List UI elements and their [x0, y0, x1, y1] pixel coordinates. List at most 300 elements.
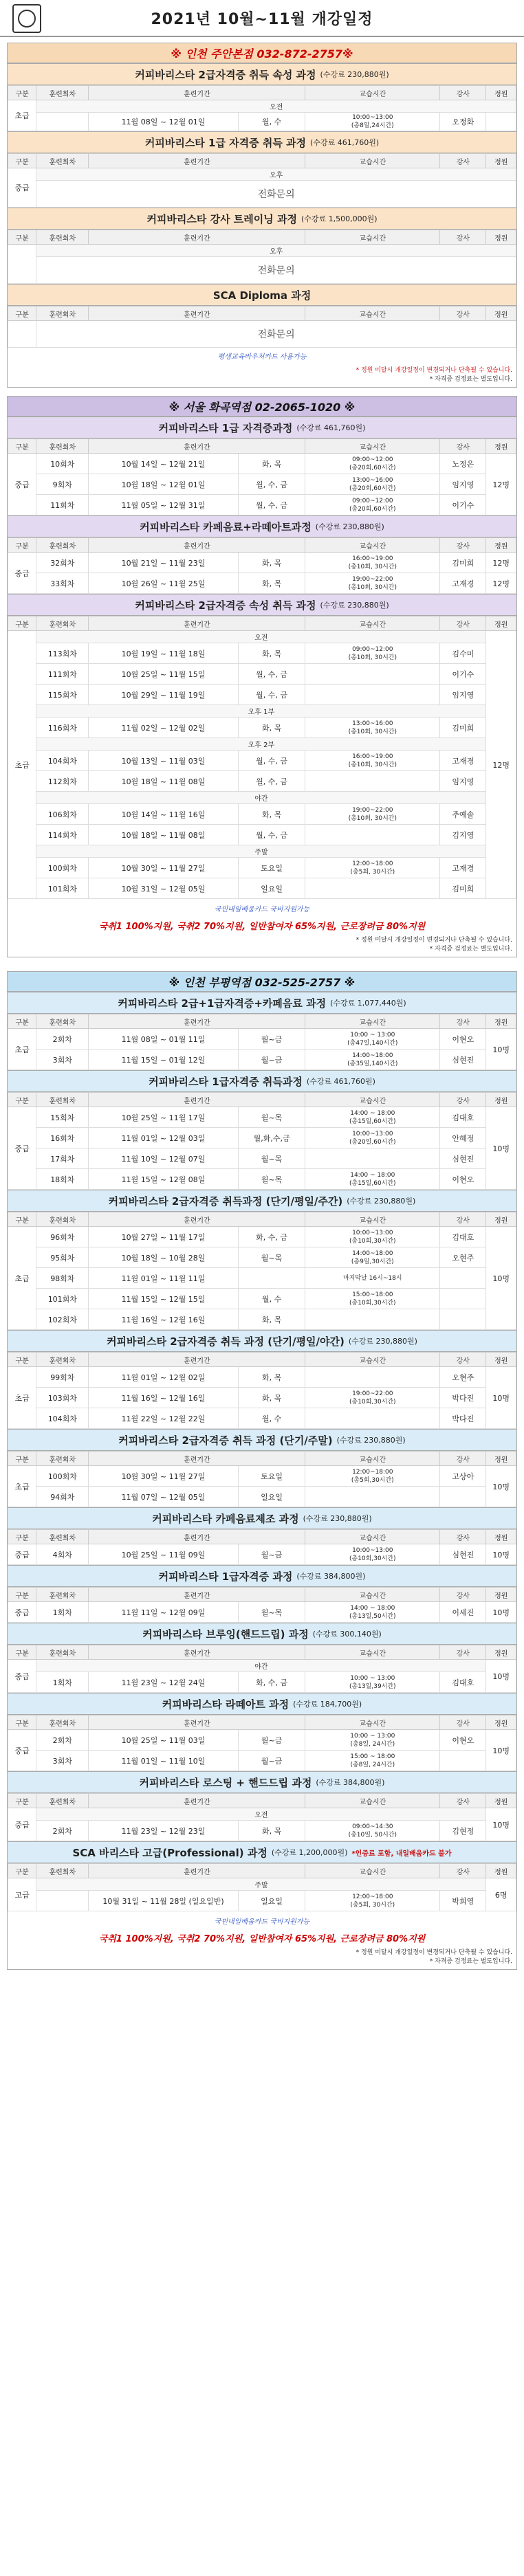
- table-row: [8, 1891, 516, 1911]
- table-cell: 안혜정: [440, 1128, 486, 1148]
- table-cell: 이현오: [440, 1169, 486, 1190]
- table-cell: 10명: [486, 1107, 516, 1190]
- table-cell: 10월 26일 ~ 11월 25일: [89, 573, 238, 594]
- branch-incheon-bupyeong: [7, 971, 517, 1970]
- table-cell: 100회차: [36, 858, 89, 878]
- table-cell: 10월 14일 ~ 12월 21일: [89, 454, 238, 474]
- table-cell: 11월 08일 ~ 01월 11일: [89, 1029, 238, 1050]
- column-header: 정원: [486, 1014, 516, 1029]
- table-row: [8, 1169, 516, 1190]
- table-row: [8, 771, 516, 792]
- table-cell: 월~금: [238, 1029, 305, 1050]
- table-cell: 김대호: [440, 1107, 486, 1128]
- table-cell: 월~목: [238, 1247, 305, 1268]
- course-table: [8, 1352, 516, 1429]
- table-cell: 19:00~22:00 (총10회, 30시간): [305, 804, 440, 825]
- column-header: 훈련회차: [36, 1353, 89, 1367]
- table-cell: 오후 2부: [36, 738, 486, 751]
- table-cell: 10명: [486, 1227, 516, 1330]
- table-cell: 임지영: [440, 474, 486, 495]
- table-cell: 이현오: [440, 1029, 486, 1050]
- table-cell: 10:00 ~ 13:00 (총47일,140시간): [305, 1029, 440, 1050]
- table-cell: 주예솔: [440, 804, 486, 825]
- table-cell: 화, 목: [238, 454, 305, 474]
- table-row: [8, 474, 516, 495]
- column-header: 정원: [486, 1716, 516, 1730]
- table-row: [8, 858, 516, 878]
- table-cell: 박다진: [440, 1388, 486, 1408]
- table-row: [8, 1148, 516, 1169]
- table-cell: 09:00~12:00 (총10회, 30시간): [305, 643, 440, 664]
- table-row: [8, 718, 516, 738]
- table-cell: 11월 15일 ~ 01월 12일: [89, 1050, 238, 1070]
- table-row: [8, 1128, 516, 1148]
- table-cell: 심현진: [440, 1050, 486, 1070]
- column-header: 강사: [440, 439, 486, 454]
- table-cell: 초급: [8, 100, 36, 131]
- voucher-note: 평생교육바우처카드 사용가능: [217, 353, 307, 361]
- column-header: 교습시간: [305, 1716, 440, 1730]
- table-cell: [305, 878, 440, 899]
- column-header: 구분: [8, 1864, 36, 1878]
- column-header: 훈련회차: [36, 307, 89, 321]
- table-cell: [36, 113, 89, 131]
- course-title: 커피바리스타 로스팅 + 핸드드립 과정 (수강료 384,800원): [8, 1771, 516, 1793]
- branch-seoul-hwagok: [7, 396, 517, 957]
- table-row: [8, 1247, 516, 1268]
- table-row: [8, 664, 516, 685]
- table-cell: 11월 22일 ~ 12월 22일: [89, 1408, 238, 1429]
- table-cell: 10명: [486, 1544, 516, 1565]
- column-header: 교습시간: [305, 1353, 440, 1367]
- course-title: 커피바리스타 2급자격증 취득 과정 (단기/주말) (수강료 230,880원): [8, 1429, 516, 1451]
- table-cell: 중급: [8, 1107, 36, 1190]
- table-cell: 화, 목: [238, 553, 305, 573]
- table-cell: 월~금: [238, 1730, 305, 1751]
- column-header: 훈련기간: [89, 538, 305, 553]
- table-cell: 11월 02일 ~ 12월 02일: [89, 718, 238, 738]
- table-cell: 94회차: [36, 1487, 89, 1507]
- column-header: 교습시간: [305, 439, 440, 454]
- column-header: 정원: [486, 1645, 516, 1660]
- column-header: 훈련회차: [36, 1588, 89, 1602]
- table-cell: [305, 1367, 440, 1388]
- table-cell: 3회차: [36, 1751, 89, 1771]
- course-title: 커피바리스타 1급 자격증과정 (수강료 461,760원): [8, 417, 516, 438]
- table-cell: [305, 664, 440, 685]
- column-header: 강사: [440, 230, 486, 245]
- table-cell: 이기수: [440, 495, 486, 515]
- column-header: 훈련기간: [89, 230, 305, 245]
- table-cell: 11월 23일 ~ 12월 23일: [89, 1821, 238, 1841]
- table-cell: 16:00~19:00 (총10회, 30시간): [305, 553, 440, 573]
- table-cell: 김미희: [440, 718, 486, 738]
- column-header: 정원: [486, 439, 516, 454]
- table-cell: 월~목: [238, 1602, 305, 1623]
- branch-heading: ※ 서울 화곡역점 02-2065-1020 ※: [8, 397, 516, 417]
- table-cell: 15회차: [36, 1107, 89, 1128]
- table-cell: 월, 수, 금: [238, 771, 305, 792]
- page-title: 2021년 10월~11월 개강일정: [151, 10, 373, 28]
- table-cell: 오전: [36, 631, 486, 643]
- table-cell: 월, 수: [238, 1408, 305, 1429]
- table-cell: 4회차: [36, 1544, 89, 1565]
- column-header: 훈련기간: [89, 1530, 305, 1544]
- course-title: 커피바리스타 카페음료+라떼아트과정 (수강료 230,880원): [8, 515, 516, 537]
- subsidy-detail: 국취1 100%지원, 국취2 70%지원, 일반참여자 65%지원, 근로장려금 80%지원: [98, 1934, 426, 1944]
- column-header: 훈련기간: [89, 154, 305, 168]
- column-header: 교습시간: [305, 1588, 440, 1602]
- table-cell: 10명: [486, 1602, 516, 1623]
- table-cell: 월, 수, 금: [238, 825, 305, 845]
- table-cell: 초급: [8, 1029, 36, 1070]
- column-header: 훈련기간: [89, 1093, 305, 1107]
- course-title: 커피바리스타 1급자격증 과정 (수강료 384,800원): [8, 1565, 516, 1587]
- table-cell: 월~목: [238, 1107, 305, 1128]
- column-header: 교습시간: [305, 154, 440, 168]
- table-cell: 13:00~16:00 (총10회, 30시간): [305, 718, 440, 738]
- table-cell: 114회차: [36, 825, 89, 845]
- table-cell: 김현정: [440, 1821, 486, 1841]
- column-header: 훈련기간: [89, 439, 305, 454]
- table-cell: 32회차: [36, 553, 89, 573]
- table-cell: 고재경: [440, 858, 486, 878]
- column-header: 교습시간: [305, 1530, 440, 1544]
- course-title: 커피바리스타 2급+1급자격증+카페음료 과정 (수강료 1,077,440원): [8, 992, 516, 1014]
- column-header: 정원: [486, 617, 516, 631]
- table-row: [8, 1751, 516, 1771]
- table-cell: 10월 25일 ~ 11월 15일: [89, 664, 238, 685]
- branch-heading: ※ 인천 부평역점 032-525-2757 ※: [8, 972, 516, 992]
- table-cell: 박다진: [440, 1408, 486, 1429]
- table-cell: 화, 목: [238, 573, 305, 594]
- table-cell: 10월 18일 ~ 12월 01일: [89, 474, 238, 495]
- table-cell: 야간: [36, 792, 486, 804]
- column-header: 정원: [486, 538, 516, 553]
- table-cell: 김미희: [440, 553, 486, 573]
- page-header: [0, 0, 524, 37]
- column-header: 구분: [8, 1588, 36, 1602]
- column-header: 훈련회차: [36, 1014, 89, 1029]
- column-header: 강사: [440, 1716, 486, 1730]
- table-row: [8, 804, 516, 825]
- course-table: [8, 1092, 516, 1190]
- table-cell: 오현주: [440, 1367, 486, 1388]
- column-header: 강사: [440, 1588, 486, 1602]
- column-header: 교습시간: [305, 230, 440, 245]
- table-row: [8, 1821, 516, 1841]
- column-header: 훈련기간: [89, 1794, 305, 1808]
- column-header: 훈련회차: [36, 1093, 89, 1107]
- table-row: [8, 1408, 516, 1429]
- column-header: 정원: [486, 1530, 516, 1544]
- column-header: 강사: [440, 1864, 486, 1878]
- table-cell: [305, 825, 440, 845]
- column-header: 정원: [486, 1794, 516, 1808]
- column-header: 강사: [440, 1093, 486, 1107]
- table-cell: 98회차: [36, 1268, 89, 1289]
- column-header: 훈련기간: [89, 307, 305, 321]
- table-cell: 일요일: [238, 878, 305, 899]
- table-cell: 18회차: [36, 1169, 89, 1190]
- column-header: 구분: [8, 1716, 36, 1730]
- table-cell: 초급: [8, 631, 36, 899]
- column-header: 훈련기간: [89, 1645, 305, 1660]
- table-cell: [440, 1289, 486, 1309]
- table-cell: 심현진: [440, 1544, 486, 1565]
- column-header: 구분: [8, 1452, 36, 1466]
- table-cell: 10:00 ~ 13:00 (총13일,39시간): [305, 1672, 440, 1693]
- column-header: 정원: [486, 1212, 516, 1227]
- table-cell: 11월 01일 ~ 11월 11일: [89, 1268, 238, 1289]
- table-cell: 15:00 ~ 18:00 (총8일, 24시간): [305, 1751, 440, 1771]
- course-table: [8, 616, 516, 899]
- table-row: [8, 643, 516, 664]
- course-table: [8, 537, 516, 594]
- table-cell: 102회차: [36, 1309, 89, 1330]
- table-cell: 월~금: [238, 1050, 305, 1070]
- table-cell: [305, 1487, 440, 1507]
- table-cell: 10회차: [36, 454, 89, 474]
- column-header: 정원: [486, 1864, 516, 1878]
- column-header: 정원: [486, 1452, 516, 1466]
- column-header: 훈련기간: [89, 86, 305, 100]
- column-header: 교습시간: [305, 1212, 440, 1227]
- column-header: 강사: [440, 1794, 486, 1808]
- branch-heading: ※ 인천 주안본점 032-872-2757※: [8, 43, 516, 63]
- table-cell: 월~목: [238, 1148, 305, 1169]
- table-cell: 11월 16일 ~ 12월 16일: [89, 1309, 238, 1330]
- table-cell: [8, 245, 36, 284]
- column-header: 구분: [8, 1353, 36, 1367]
- column-header: 정원: [486, 1588, 516, 1602]
- column-header: 훈련기간: [89, 1353, 305, 1367]
- table-cell: 10월 30일 ~ 11월 27일: [89, 858, 238, 878]
- column-header: 구분: [8, 230, 36, 245]
- table-cell: 중급: [8, 168, 36, 208]
- table-cell: 16회차: [36, 1128, 89, 1148]
- column-header: 구분: [8, 307, 36, 321]
- table-cell: 19:00~22:00 (총10회, 30시간): [305, 573, 440, 594]
- column-header: 훈련회차: [36, 617, 89, 631]
- table-cell: 09:00~12:00 (총20회,60시간): [305, 495, 440, 515]
- course-title: 커피바리스타 2급자격증 취득과정 (단기/평일/주간) (수강료 230,880원): [8, 1190, 516, 1212]
- table-cell: 14:00~18:00 (총9일,30시간): [305, 1247, 440, 1268]
- column-header: 훈련회차: [36, 1212, 89, 1227]
- table-cell: [305, 771, 440, 792]
- column-header: 구분: [8, 1014, 36, 1029]
- table-cell: [486, 113, 516, 131]
- table-cell: 10월 13일 ~ 11월 03일: [89, 751, 238, 771]
- table-cell: 10:00~13:00 (총10회,30시간): [305, 1544, 440, 1565]
- table-cell: 16:00~19:00 (총10회, 30시간): [305, 751, 440, 771]
- table-cell: 104회차: [36, 1408, 89, 1429]
- table-cell: 10월 25일 ~ 11월 03일: [89, 1730, 238, 1751]
- table-cell: 중급: [8, 1544, 36, 1565]
- table-cell: 월, 수, 금: [238, 664, 305, 685]
- table-row: [8, 751, 516, 771]
- column-header: 훈련회차: [36, 1645, 89, 1660]
- column-header: 훈련회차: [36, 439, 89, 454]
- table-cell: 화, 목: [238, 1388, 305, 1408]
- column-header: 훈련기간: [89, 1452, 305, 1466]
- table-cell: 김미희: [440, 878, 486, 899]
- table-cell: 10월 19일 ~ 11월 18일: [89, 643, 238, 664]
- table-row: [8, 553, 516, 573]
- table-cell: 이기수: [440, 664, 486, 685]
- column-header: 강사: [440, 1452, 486, 1466]
- table-cell: 화, 목: [238, 1309, 305, 1330]
- column-header: 강사: [440, 1530, 486, 1544]
- table-cell: [440, 1309, 486, 1330]
- table-cell: 심현진: [440, 1148, 486, 1169]
- table-row: [8, 1107, 516, 1128]
- table-cell: 10월 29일 ~ 11월 19일: [89, 685, 238, 705]
- table-cell: 초급: [8, 1227, 36, 1330]
- table-cell: 10월 25일 ~ 11월 17일: [89, 1107, 238, 1128]
- column-header: 훈련회차: [36, 538, 89, 553]
- table-cell: [305, 1408, 440, 1429]
- table-cell: 2회차: [36, 1730, 89, 1751]
- table-cell: 오전: [36, 100, 516, 113]
- table-cell: 고재경: [440, 751, 486, 771]
- table-cell: 115회차: [36, 685, 89, 705]
- table-cell: 14:00 ~ 18:00 (총13일,50시간): [305, 1602, 440, 1623]
- column-header: 교습시간: [305, 1093, 440, 1107]
- table-row: [8, 495, 516, 515]
- column-header: 교습시간: [305, 86, 440, 100]
- column-header: 훈련회차: [36, 86, 89, 100]
- branch-incheon-juan: [7, 43, 517, 388]
- table-row: [8, 1268, 516, 1289]
- table-cell: 임지영: [440, 771, 486, 792]
- column-header: 교습시간: [305, 1452, 440, 1466]
- table-cell: 중급: [8, 454, 36, 515]
- table-cell: 월~금: [238, 1544, 305, 1565]
- course-table: [8, 1793, 516, 1841]
- table-cell: [305, 685, 440, 705]
- table-cell: 전화문의: [36, 257, 516, 284]
- course-table: [8, 230, 516, 284]
- table-cell: 10월 30일 ~ 11월 27일: [89, 1466, 238, 1487]
- table-row: [8, 1309, 516, 1330]
- table-cell: 11월 15일 ~ 12월 15일: [89, 1289, 238, 1309]
- column-header: 구분: [8, 1530, 36, 1544]
- table-cell: 오후: [36, 245, 516, 257]
- course-table: [8, 1451, 516, 1507]
- table-cell: 09:00~12:00 (총20회,60시간): [305, 454, 440, 474]
- table-cell: [238, 1268, 305, 1289]
- table-cell: [8, 321, 36, 348]
- table-row: [8, 454, 516, 474]
- column-header: 훈련기간: [89, 1014, 305, 1029]
- table-cell: 11월 01일 ~ 12월 03일: [89, 1128, 238, 1148]
- table-row: [8, 1672, 516, 1693]
- table-cell: 10월 21일 ~ 11월 23일: [89, 553, 238, 573]
- table-cell: [440, 1268, 486, 1289]
- table-cell: 3회차: [36, 1050, 89, 1070]
- table-cell: 화, 목: [238, 643, 305, 664]
- table-cell: 10월 18일 ~ 10월 28일: [89, 1247, 238, 1268]
- table-cell: 10명: [486, 1466, 516, 1507]
- column-header: 교습시간: [305, 1014, 440, 1029]
- table-cell: 12:00~18:00 (총5회, 30시간): [305, 1891, 440, 1911]
- table-cell: 토요일: [238, 858, 305, 878]
- table-cell: 100회차: [36, 1466, 89, 1487]
- table-cell: [440, 1751, 486, 1771]
- table-cell: 1회차: [36, 1672, 89, 1693]
- course-title: 커피바리스타 강사 트레이닝 과정 (수강료 1,500,000원): [8, 208, 516, 230]
- column-header: 구분: [8, 439, 36, 454]
- table-cell: 고급: [8, 1878, 36, 1911]
- table-cell: 12명: [486, 631, 516, 899]
- column-header: 정원: [486, 307, 516, 321]
- table-cell: 전화문의: [36, 181, 516, 208]
- course-table: [8, 1587, 516, 1623]
- course-table: [8, 1529, 516, 1565]
- subsidy-note: 국민내일배움카드 국비지원가능: [214, 906, 310, 913]
- table-cell: 중급: [8, 1660, 36, 1693]
- column-header: 강사: [440, 307, 486, 321]
- table-cell: 12:00~18:00 (총5회, 30시간): [305, 858, 440, 878]
- course-title: 커피바리스타 2급자격증 취득 과정 (단기/평일/야간) (수강료 230,880원): [8, 1330, 516, 1352]
- column-header: 교습시간: [305, 1864, 440, 1878]
- course-table: [8, 1212, 516, 1330]
- table-cell: 12:00~18:00 (총5회,30시간): [305, 1466, 440, 1487]
- column-header: 정원: [486, 86, 516, 100]
- column-header: 정원: [486, 1093, 516, 1107]
- table-cell: 112회차: [36, 771, 89, 792]
- table-row: [8, 573, 516, 594]
- table-cell: 오전: [36, 1808, 486, 1821]
- table-cell: 113회차: [36, 643, 89, 664]
- table-cell: 10:00~13:00 (총10회,30시간): [305, 1227, 440, 1247]
- table-cell: 1회차: [36, 1602, 89, 1623]
- table-cell: 월,화,수,금: [238, 1128, 305, 1148]
- table-cell: 10월 27일 ~ 11월 17일: [89, 1227, 238, 1247]
- table-cell: 중급: [8, 1602, 36, 1623]
- table-cell: 중급: [8, 553, 36, 594]
- table-cell: 이현오: [440, 1730, 486, 1751]
- column-header: 강사: [440, 1645, 486, 1660]
- table-cell: 12명: [486, 553, 516, 573]
- table-cell: 104회차: [36, 751, 89, 771]
- table-cell: 10월 18일 ~ 11월 08일: [89, 771, 238, 792]
- table-cell: 10:00~13:00 (총20일,60시간): [305, 1128, 440, 1148]
- column-header: 구분: [8, 154, 36, 168]
- table-cell: 11월 23일 ~ 12월 24일: [89, 1672, 238, 1693]
- table-cell: 11회차: [36, 495, 89, 515]
- column-header: 구분: [8, 1212, 36, 1227]
- table-cell: 월~금: [238, 1751, 305, 1771]
- table-cell: 전화문의: [36, 321, 516, 348]
- table-cell: 11월 01일 ~ 11월 10일: [89, 1751, 238, 1771]
- course-table: [8, 438, 516, 515]
- table-cell: 09:00~14:30 (총10일, 50시간): [305, 1821, 440, 1841]
- table-cell: 주말: [36, 1878, 486, 1891]
- table-cell: 중급: [8, 1730, 36, 1771]
- course-table: [8, 85, 516, 131]
- table-cell: 10월 31일 ~ 11월 28일 (일요일반): [89, 1891, 238, 1911]
- table-cell: 10명: [486, 1730, 516, 1771]
- column-header: 교습시간: [305, 1794, 440, 1808]
- table-cell: 일요일: [238, 1891, 305, 1911]
- subsidy-detail: 국취1 100%지원, 국취2 70%지원, 일반참여자 65%지원, 근로장려금 80%지원: [98, 922, 426, 932]
- course-table: [8, 1863, 516, 1911]
- table-cell: [305, 1148, 440, 1169]
- table-cell: 주말: [36, 845, 486, 858]
- table-cell: 10월 31일 ~ 12월 05일: [89, 878, 238, 899]
